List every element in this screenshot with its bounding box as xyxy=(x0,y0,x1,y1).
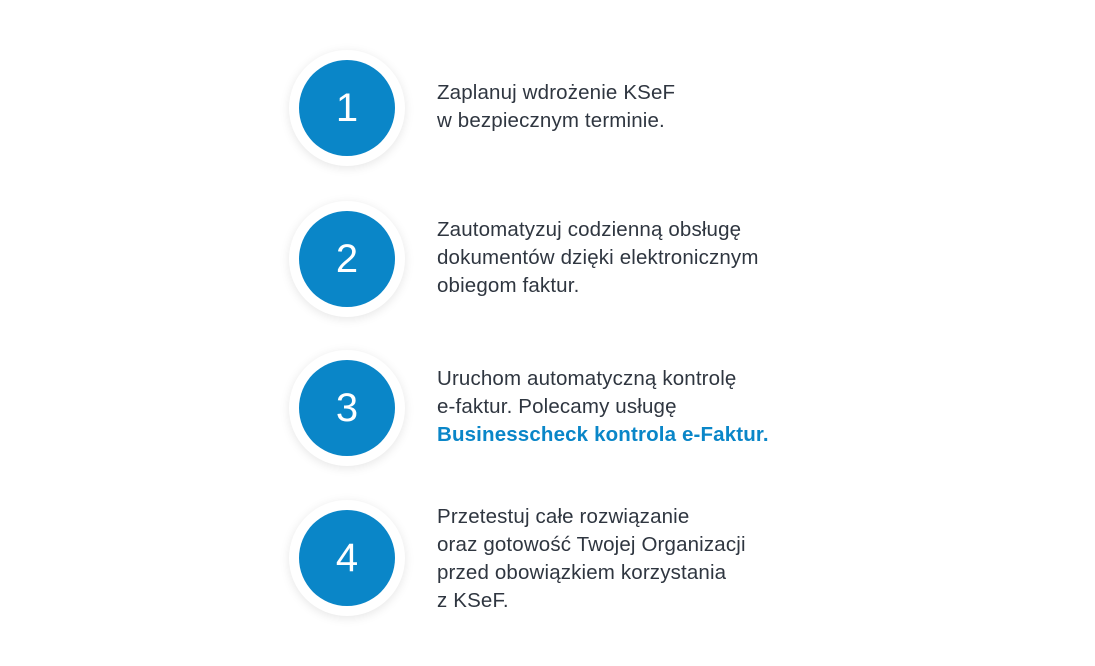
step-number: 1 xyxy=(299,60,395,156)
step-description xyxy=(437,365,857,449)
step-text-line: w bezpiecznym terminie. xyxy=(437,109,665,132)
step-number: 4 xyxy=(299,510,395,606)
step-number-badge xyxy=(289,201,405,317)
step-text-line: Zautomatyzuj codzienną obsługę xyxy=(437,218,742,241)
step-text-line: oraz gotowość Twojej Organizacji xyxy=(437,533,746,556)
step-description xyxy=(437,503,857,615)
step-number: 3 xyxy=(299,360,395,456)
businesscheck-link[interactable]: Businesscheck kontrola e-Faktur. xyxy=(437,423,769,446)
step-text-line: e-faktur. Polecamy usługę xyxy=(437,395,677,418)
step-text-line: dokumentów dzięki elektronicznym xyxy=(437,246,759,269)
step-text-line: Uruchom automatyczną kontrolę xyxy=(437,367,737,390)
step-description xyxy=(437,216,857,300)
step-text-line: Zaplanuj wdrożenie KSeF xyxy=(437,81,676,104)
step-text-line: Przetestuj całe rozwiązanie xyxy=(437,505,690,528)
step-number-badge xyxy=(289,50,405,166)
step-number: 2 xyxy=(299,211,395,307)
step-number-badge xyxy=(289,500,405,616)
step-description xyxy=(437,79,857,135)
step-number-badge xyxy=(289,350,405,466)
step-text-line: obiegom faktur. xyxy=(437,274,580,297)
step-text-line: przed obowiązkiem korzystania xyxy=(437,561,727,584)
step-text-line: z KSeF. xyxy=(437,589,509,612)
